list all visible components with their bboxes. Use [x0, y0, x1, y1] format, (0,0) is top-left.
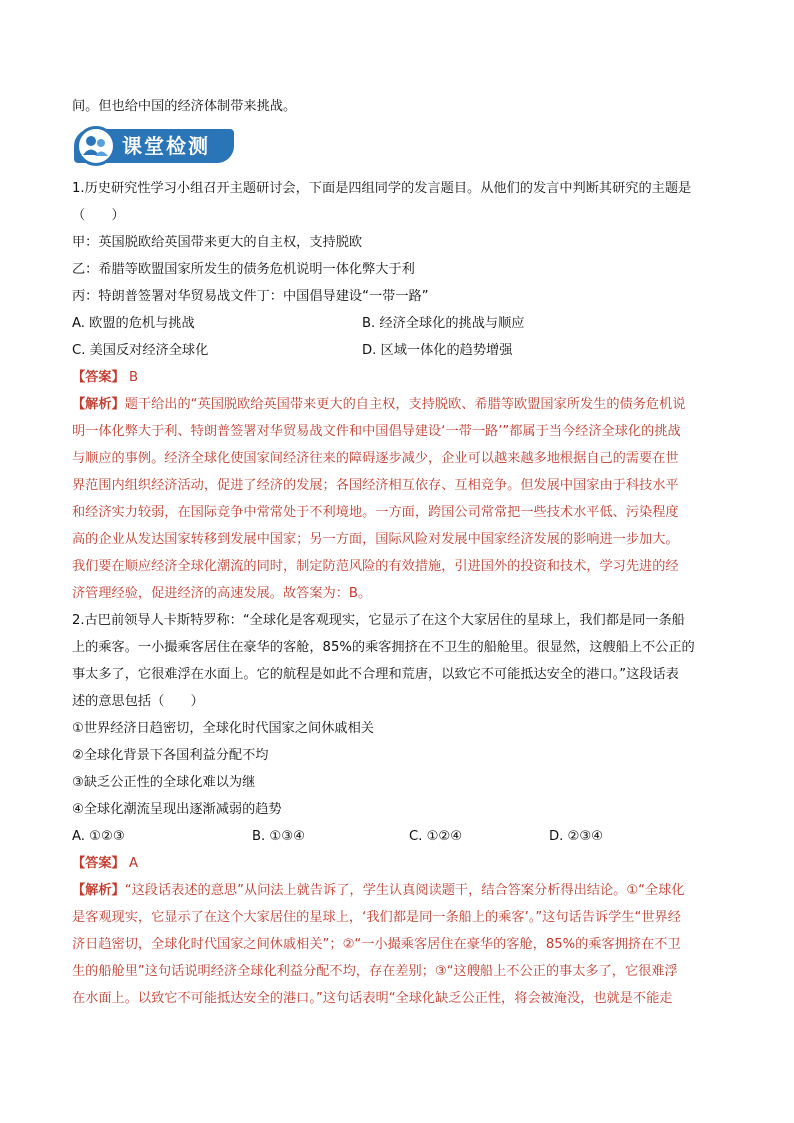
option-a: A. 欧盟的危机与挑战	[72, 316, 195, 331]
option-b: B. 经济全球化的挑战与顺应	[362, 316, 525, 331]
question-stem-line: 2.古巴前领导人卡斯特罗称：“全球化是客观现实，它显示了在这个大家居住的星球上，我们都是同一条船	[72, 613, 685, 628]
option-b: B. ①③④	[252, 829, 305, 844]
analysis-line: 我们要在顺应经济全球化潮流的同时，制定防范风险的有效措施，引进国外的投资和技术，学习先进的经	[72, 559, 679, 574]
analysis-line: 济管理经验，促进经济的高速发展。故答案为：B。	[72, 586, 372, 601]
option-d: D. 区域一体化的趋势增强	[362, 343, 513, 358]
statement-line: ④全球化潮流呈现出逐渐减弱的趋势	[72, 802, 282, 817]
statement-line: ③缺乏公正性的全球化难以为继	[72, 775, 256, 790]
intro-line: 间。但也给中国的经济体制带来挑战。	[72, 99, 297, 114]
analysis-line: 在水面上。以致它不可能抵达安全的港口。”这句话表明“全球化缺乏公正性，将会被淹没，也就是不能走	[72, 991, 673, 1006]
analysis-line	[72, 391, 722, 418]
analysis-tag: 【解析】	[72, 397, 125, 412]
answer-tag: 【答案】	[72, 856, 125, 871]
answer-line	[72, 850, 722, 877]
option-c: C. 美国反对经济全球化	[72, 343, 209, 358]
answer-value: A	[128, 856, 138, 871]
question-1	[72, 175, 722, 607]
answer-line	[72, 364, 722, 391]
document-page	[72, 93, 722, 1012]
statement-line: 甲：英国脱欧给英国带来更大的自主权，支持脱欧	[72, 235, 363, 250]
answer-value: B	[128, 370, 139, 385]
analysis-line	[72, 877, 722, 904]
analysis-line: 明一体化弊大于利、特朗普签署对华贸易战文件和中国倡导建设‘一带一路’”都属于当今经济全球化的挑战	[72, 424, 681, 439]
question-2	[72, 607, 722, 1012]
section-title: 课堂检测	[122, 134, 210, 158]
analysis-line: 高的企业从发达国家转移到发展中国家；另一方面，国际风险对发展中国家经济发展的影响进一步加大。	[72, 532, 679, 547]
statement-line: 乙：希腊等欧盟国家所发生的债务危机说明一体化弊大于利	[72, 262, 415, 277]
analysis-line: 济日趋密切，全球化时代国家之间休戚相关”；②“一小撮乘客居住在豪华的客舱，85%的乘客拥挤在不卫	[72, 937, 681, 952]
analysis-line: 生的船舱里”这句话说明经济全球化利益分配不均，存在差别；③“这艘船上不公正的事太多了，它很难浮	[72, 964, 678, 979]
analysis-line: 是客观现实，它显示了在这个大家居住的星球上，‘我们都是同一条船上的乘客’。”这句话告诉学生“世界经	[72, 910, 681, 925]
question-stem-line: 述的意思包括（ ）	[72, 694, 204, 709]
question-stem-line: （ ）	[72, 208, 125, 223]
statement-line: 丙：特朗普签署对华贸易战文件丁：中国倡导建设“一带一路”	[72, 289, 429, 304]
question-stem-line: 1.历史研究性学习小组召开主题研讨会，下面是四组同学的发言题目。从他们的发言中判断其研究的主题是	[72, 181, 692, 196]
analysis-text: 题干给出的“英国脱欧给英国带来更大的自主权，支持脱欧、希腊等欧盟国家所发生的债务危机说	[124, 397, 686, 412]
answer-tag: 【答案】	[72, 370, 125, 385]
people-group-icon	[76, 126, 116, 166]
section-banner	[74, 123, 239, 169]
question-stem-line: 事太多了，它很难浮在水面上。它的航程是如此不合理和荒唐，以致它不可能抵达安全的港口。”这段话表	[72, 667, 679, 682]
analysis-tag: 【解析】	[72, 883, 125, 898]
analysis-text: “这段话表述的意思”从问法上就告诉了，学生认真阅读题干，结合答案分析得出结论。①“全球化	[124, 883, 685, 898]
analysis-line: 与顺应的事例。经济全球化使国家间经济往来的障碍逐步减少，企业可以越来越多地根据自己的需要在世	[72, 451, 679, 466]
statement-line: ②全球化背景下各国利益分配不均	[72, 748, 269, 763]
option-d: D. ②③④	[549, 829, 604, 844]
options-row	[72, 337, 722, 364]
question-stem-line: 上的乘客。一小撮乘客居住在豪华的客舱，85%的乘客拥挤在不卫生的船舱里。很显然，这艘船上不公正的	[72, 640, 695, 655]
statement-line: ①世界经济日趋密切，全球化时代国家之间休戚相关	[72, 721, 374, 736]
options-row	[72, 310, 722, 337]
analysis-line: 和经济实力较弱，在国际竞争中常常处于不利境地。一方面，跨国公司常常把一些技术水平低、污染程度	[72, 505, 679, 520]
options-row	[72, 823, 722, 850]
option-c: C. ①②④	[409, 829, 463, 844]
option-a: A. ①②③	[72, 829, 125, 844]
analysis-line: 界范围内组织经济活动，促进了经济的发展；各国经济相互依存、互相竞争。但发展中国家由于科技水平	[72, 478, 679, 493]
